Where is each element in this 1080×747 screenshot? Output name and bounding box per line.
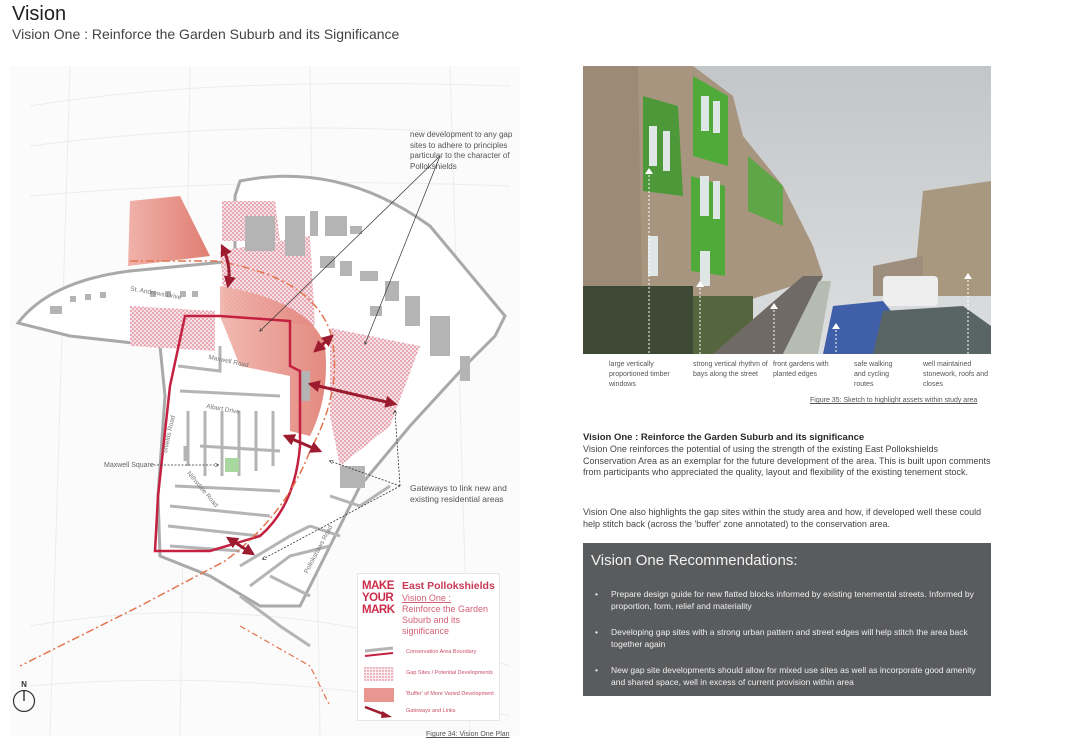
section-heading: Vision One : Reinforce the Garden Suburb and its significance	[583, 432, 865, 443]
recommendation-item	[593, 626, 988, 650]
asset-label: safe walking and cycling routes	[854, 361, 893, 388]
street-photo-sketch	[583, 66, 991, 354]
make-your-mark-logo	[362, 580, 396, 616]
logo-line: YOUR	[362, 592, 394, 604]
legend-title: East Pollokshields	[402, 580, 495, 592]
map-legend	[357, 573, 500, 721]
body-paragraph-2: Vision One also highlights the gap sites within the study area and how, if developed well these could help stitch back (across the 'buffer' zone annotated) to the conservation area.	[583, 507, 982, 529]
bullet-icon: •	[595, 627, 598, 637]
recommendation-text: New gap site developments should allow for mixed use sites as well as incorporate good amenity and shared space, well in excess of current provision within area	[611, 665, 976, 687]
recommendation-text: Developing gap sites with a strong urban pattern and street edges will help stitch the area back together again	[611, 627, 968, 649]
bullet-icon: •	[595, 665, 598, 675]
street-label-st-andrews-drive: St. Andrews Drive	[129, 285, 182, 302]
recommendation-text: Prepare design guide for new flatted blocks informed by existing tenemental streets. Informed by proportion, form, relief and materiality	[611, 589, 974, 611]
legend-label: 'Buffer' of More Varied Development	[406, 691, 494, 697]
legend-subtitle	[402, 593, 498, 637]
legend-item-gateways	[364, 705, 499, 721]
legend-subtitle-underlined: Vision One :	[402, 593, 451, 603]
north-label: N	[21, 680, 27, 689]
street-label-nithsdale-road: Nithsdale Road	[185, 470, 220, 509]
asset-label: strong vertical rhythm of bays along the street	[693, 361, 768, 378]
buffer-fill-icon	[364, 688, 394, 702]
asset-label: large vertically proportioned timber windows	[609, 361, 670, 388]
recommendations-list	[593, 588, 988, 702]
legend-item-gap-sites	[364, 667, 499, 683]
annotation-gateways: Gateways to link new and existing residential areas	[410, 483, 507, 504]
boundary-line-icon	[364, 646, 394, 660]
legend-item-buffer	[364, 688, 499, 704]
asset-label: well maintained stonework, roofs and closes	[923, 361, 988, 388]
figure-35-caption: Figure 35: Sketch to highlight assets within study area	[810, 397, 978, 404]
recommendations-box	[583, 543, 991, 696]
legend-label: Conservation Area Boundary	[406, 649, 477, 655]
figure-34-caption: Figure 34: Vision One Plan	[426, 731, 510, 738]
compass-icon	[12, 689, 36, 713]
street-label-shields-road: Shields Road	[161, 414, 177, 455]
street-photo	[583, 66, 991, 354]
recommendation-item	[593, 664, 988, 688]
page-subtitle: Vision One : Reinforce the Garden Suburb and its Significance	[12, 26, 400, 42]
legend-label: Gateways and Links	[406, 708, 456, 714]
body-paragraph-1: Vision One reinforces the potential of using the strength of the existing East Pollokshields Conservation Area as an exemplar for the future development of the area. This is built upon comments from participants who appreciated the quality, layout and flexibility of the existing tenement stock.	[583, 444, 991, 477]
street-label-pollokshaws-road: Pollokshaws Road	[303, 524, 335, 575]
dotted-hatch-icon	[364, 667, 394, 681]
legend-item-boundary	[364, 646, 499, 662]
page-title: Vision	[12, 3, 67, 25]
photo-asset-labels	[583, 360, 991, 392]
legend-label: Gap Sites / Potential Developments	[406, 670, 493, 676]
logo-line: MAKE	[362, 580, 394, 592]
recommendations-title: Vision One Recommendations:	[591, 552, 798, 569]
north-arrow	[12, 680, 36, 718]
asset-label: front gardens with planted edges	[773, 361, 829, 378]
arrow-icon	[364, 705, 394, 719]
annotation-new-development: new development to any gap sites to adhere to principles particular to the character of Pollokshields	[410, 130, 513, 171]
legend-subtitle-rest: Reinforce the Garden Suburb and its significance	[402, 604, 489, 636]
logo-line: MARK	[362, 604, 395, 616]
vision-one-plan-map	[10, 66, 520, 736]
street-label-maxwell-road: Maxwell Road	[207, 353, 250, 370]
recommendation-item	[593, 588, 988, 612]
annotation-maxwell-square: Maxwell Square	[104, 462, 154, 469]
bullet-icon: •	[595, 589, 598, 599]
street-label-albert-drive: Albert Drive	[205, 403, 241, 416]
